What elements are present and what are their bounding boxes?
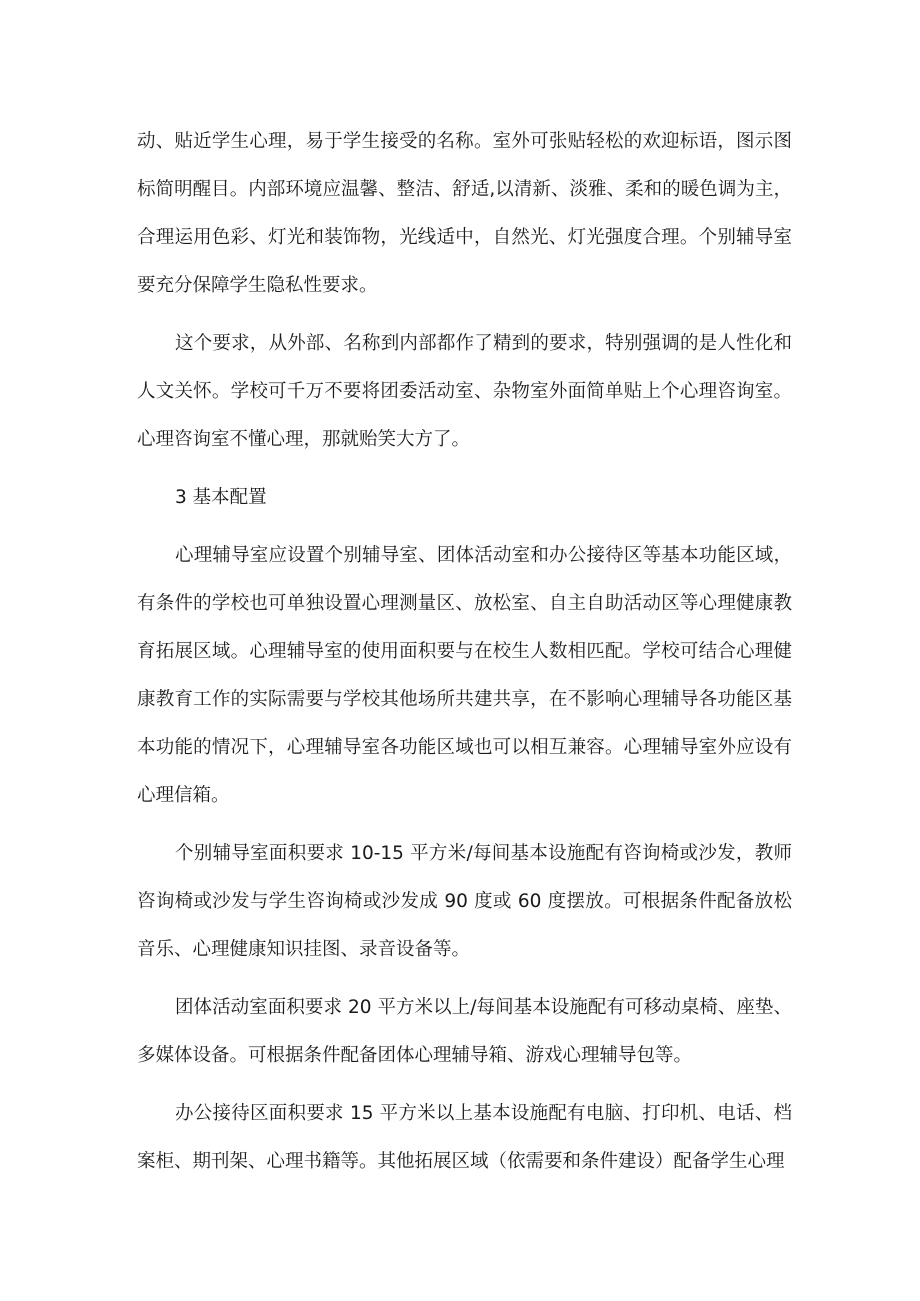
paragraph-4: 个别辅导室面积要求 10-15 平方米/每间基本设施配有咨询椅或沙发，教师咨询椅或沙发与学生咨询椅或沙发成 90 度或 60 度摆放。可根据条件配备放松音乐、心理健康知识挂图、录音设备等。: [137, 843, 792, 960]
paragraph-2: 这个要求，从外部、名称到内部都作了精到的要求，特别强调的是人性化和人文关怀。学校可千万不要将团委活动室、杂物室外面简单贴上个心理咨询室。心理咨询室不懂心理，那就贻笑大方了。: [137, 333, 792, 450]
paragraph-5: 团体活动室面积要求 20 平方米以上/每间基本设施配有可移动桌椅、座垫、多媒体设备。可根据条件配备团体心理辅导箱、游戏心理辅导包等。: [137, 997, 792, 1066]
paragraph-1: 动、贴近学生心理，易于学生接受的名称。室外可张贴轻松的欢迎标语，图示图标简明醒目。内部环境应温馨、整洁、舒适,以清新、淡雅、柔和的暖色调为主，合理运用色彩、灯光和装饰物，光线适中，自然光、灯光强度合理。个别辅导室要充分保障学生隐私性要求。: [137, 131, 792, 296]
paragraph-6: 办公接待区面积要求 15 平方米以上基本设施配有电脑、打印机、电话、档案柜、期刊架、心理书籍等。其他拓展区域（依需要和条件建设）配备学生心理: [137, 1103, 792, 1172]
paragraph-3: 心理辅导室应设置个别辅导室、团体活动室和办公接待区等基本功能区域，有条件的学校也可单独设置心理测量区、放松室、自主自助活动区等心理健康教育拓展区域。心理辅导室的使用面积要与在校生人数相匹配。学校可结合心理健康教育工作的实际需要与学校其他场所共建共享，在不影响心理辅导各功能区基本功能的情况下，心理辅导室各功能区域也可以相互兼容。心理辅导室外应设有心理信箱。: [137, 545, 792, 806]
section-heading: 3 基本配置: [175, 487, 267, 508]
